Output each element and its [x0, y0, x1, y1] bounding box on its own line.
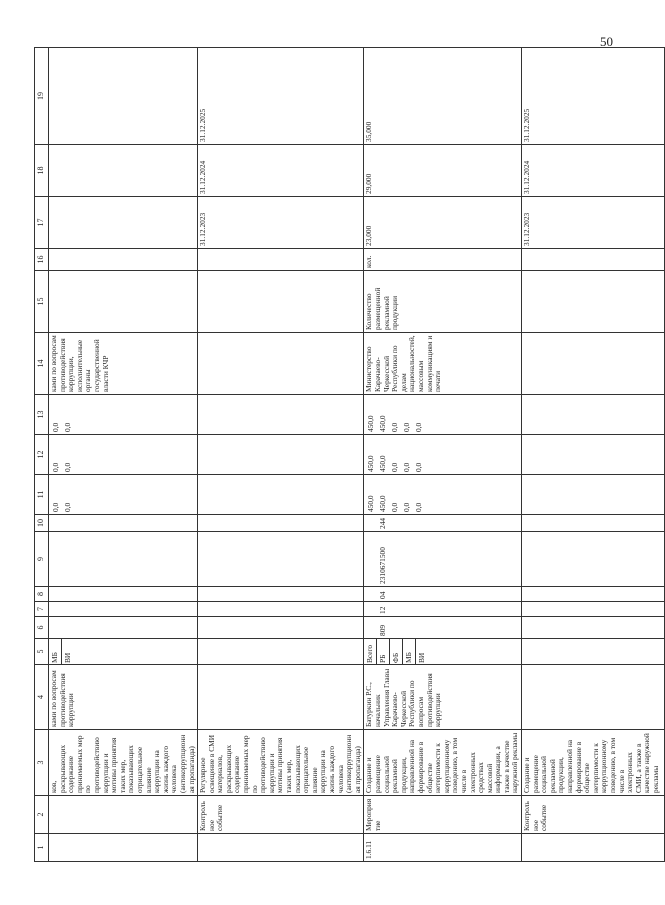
row3-col6: [364, 617, 522, 639]
row2-date-2025: 31.12.2025: [198, 48, 364, 145]
row3-value-2023: 23,000: [364, 197, 522, 249]
row2-col13: [198, 395, 364, 435]
amount-value: 0,0: [390, 462, 400, 472]
row4-col10: [522, 515, 665, 532]
table-row: [364, 48, 522, 862]
row4-number: [522, 834, 665, 862]
source-label: ФБ: [390, 639, 403, 664]
row4-col5: [522, 639, 665, 665]
row2-col9: [198, 532, 364, 587]
row4-col13: [522, 395, 665, 435]
col-header-10: 10: [35, 515, 49, 532]
source-label: ВИ: [417, 652, 427, 663]
row1-col16: [49, 249, 198, 271]
table-row: [522, 48, 665, 862]
col-header-7: 7: [35, 602, 49, 617]
row3-col11: [364, 475, 522, 515]
row4-col9: [522, 532, 665, 587]
amount-value: 450,0: [378, 415, 388, 432]
row2-col5: [198, 639, 364, 665]
table-row: [198, 48, 364, 862]
row2-type: Контрольное событие: [198, 796, 364, 834]
row4-date-2024: 31.12.2024: [522, 145, 665, 197]
row4-type: Контрольное событие: [522, 796, 665, 834]
amount-value: 0,0: [414, 422, 424, 432]
subsection-code: 04: [378, 591, 388, 599]
row4-col16: [522, 249, 665, 271]
row3-number: 1.6.11: [364, 834, 522, 862]
row2-date-2023: 31.12.2023: [198, 197, 364, 249]
amount-value: 450,0: [378, 495, 388, 512]
col-header-5: 5: [35, 639, 49, 665]
row3-unit: кол.: [364, 249, 522, 271]
col-header-2: 2: [35, 796, 49, 834]
row1-col7: [49, 602, 198, 617]
row3-type: Мероприятие: [364, 796, 522, 834]
row3-indicator: Количество размещенной рекламной продукции: [364, 271, 522, 333]
row4-date-2025: 31.12.2025: [522, 48, 665, 145]
row2-col15: [198, 271, 364, 333]
col-header-8: 8: [35, 587, 49, 602]
row1-executor: ками по вопросам противодействия коррупции, исполнительные органы государственной власти КЧР: [49, 333, 198, 395]
table-row: [49, 48, 198, 862]
col-header-15: 15: [35, 271, 49, 333]
source-label: Всего: [364, 639, 377, 664]
row3-value-2024: 29,000: [364, 145, 522, 197]
col-header-12: 12: [35, 435, 49, 475]
column-number-row: [35, 48, 49, 862]
row3-responsible: Батуркин Р.С., начальник Управления Главы Карачаево-Черкесской Республики по вопросам противодействия коррупции: [364, 665, 522, 730]
row1-number: [49, 834, 198, 862]
row4-col4: [522, 665, 665, 730]
amount-value: 450,0: [366, 455, 376, 472]
row2-col14: [198, 333, 364, 395]
amount-value: 450,0: [366, 495, 376, 512]
amount-value: 0,0: [51, 422, 60, 432]
row4-col12: [522, 435, 665, 475]
row2-date-2024: 31.12.2024: [198, 145, 364, 197]
row1-col6: [49, 617, 198, 639]
row4-col7: [522, 602, 665, 617]
row4-col8: [522, 587, 665, 602]
row4-col14: [522, 333, 665, 395]
row1-responsible: ками по вопросам противодействия коррупции: [49, 665, 198, 730]
row1-col19: [49, 48, 198, 145]
row4-description: Создание и размещение социальной рекламной продукции, направленной на формирование в обществе нетерпимости к коррупционному поведению, в том числе в электронных СМИ, а также в качестве наружной рекламы: [522, 730, 665, 796]
row2-col11: [198, 475, 364, 515]
row3-col12: [364, 435, 522, 475]
row1-col10: [49, 515, 198, 532]
row3-col9: [364, 532, 522, 587]
row2-col8: [198, 587, 364, 602]
row3-col10: [364, 515, 522, 532]
row3-col7: [364, 602, 522, 617]
col-header-16: 16: [35, 249, 49, 271]
col-header-14: 14: [35, 333, 49, 395]
row4-date-2023: 31.12.2023: [522, 197, 665, 249]
col-header-3: 3: [35, 730, 49, 796]
amount-value: 0,0: [414, 502, 424, 512]
amount-value: 0,0: [402, 462, 412, 472]
row3-sources: [364, 639, 522, 665]
expense-type-code: 244: [378, 517, 388, 529]
source-label: МБ: [49, 639, 62, 664]
row2-col16: [198, 249, 364, 271]
row1-col11: [49, 475, 198, 515]
row1-description: ков, раскрывающих содержание принимаемых мер по противодействию коррупции и мотивы принятия таких мер, показывающих отрицательное влияние коррупции на жизнь каждого человека (антикоррупционная пропаганда): [49, 730, 198, 796]
program-measures-table: [34, 47, 665, 862]
row2-col12: [198, 435, 364, 475]
amount-value: 0,0: [51, 502, 60, 512]
source-label: ВИ: [63, 652, 72, 663]
row3-executor: Министерство Карачаево-Черкесской Республики по делам национальностей, массовым коммуникациям и печати: [364, 333, 522, 395]
row3-col13: [364, 395, 522, 435]
amount-value: 0,0: [63, 462, 72, 472]
grbs-code: 809: [378, 624, 388, 636]
amount-value: 0,0: [402, 422, 412, 432]
amount-value: 0,0: [390, 422, 400, 432]
row2-col10: [198, 515, 364, 532]
target-article-code: 2310671500: [378, 547, 388, 584]
amount-value: 0,0: [402, 502, 412, 512]
row2-col4: [198, 665, 364, 730]
row1-col18: [49, 145, 198, 197]
row1-col8: [49, 587, 198, 602]
row2-description: Регулярное освещение в СМИ материалов, раскрывающих содержание принимаемых мер по противодействию коррупции и мотивы принятия таких мер, показывающих отрицательное влияние коррупции на жизнь каждого человека (антикоррупционная пропаганда): [198, 730, 364, 796]
row1-col15: [49, 271, 198, 333]
col-header-9: 9: [35, 532, 49, 587]
col-header-13: 13: [35, 395, 49, 435]
row2-col6: [198, 617, 364, 639]
col-header-17: 17: [35, 197, 49, 249]
amount-value: 0,0: [63, 502, 72, 512]
page-number: 50: [600, 34, 613, 49]
col-header-19: 19: [35, 48, 49, 145]
amount-value: 0,0: [51, 462, 60, 472]
row4-col15: [522, 271, 665, 333]
amount-value: 450,0: [366, 415, 376, 432]
rotated-document-table: [34, 48, 660, 862]
source-label: РБ: [377, 639, 390, 664]
row3-col8: [364, 587, 522, 602]
section-code: 12: [378, 606, 388, 614]
amount-value: 450,0: [378, 455, 388, 472]
col-header-6: 6: [35, 617, 49, 639]
amount-value: 0,0: [414, 462, 424, 472]
row1-col12: [49, 435, 198, 475]
row3-description: Создание и размещение социальной рекламной продукции, направленной на формирование в обществе нетерпимости к коррупционному поведению, в том числе в электронных средствах массовой информации, а также в качестве наружной рекламы: [364, 730, 522, 796]
source-label: МБ: [403, 639, 416, 664]
row1-sources: [49, 639, 198, 665]
amount-value: 0,0: [390, 502, 400, 512]
col-header-4: 4: [35, 665, 49, 730]
row2-col7: [198, 602, 364, 617]
col-header-11: 11: [35, 475, 49, 515]
amount-value: 0,0: [63, 422, 72, 432]
row4-col6: [522, 617, 665, 639]
row1-type: [49, 796, 198, 834]
row2-number: [198, 834, 364, 862]
row1-col9: [49, 532, 198, 587]
col-header-1: 1: [35, 834, 49, 862]
row3-value-2025: 35,000: [364, 48, 522, 145]
row4-col11: [522, 475, 665, 515]
row1-col13: [49, 395, 198, 435]
col-header-18: 18: [35, 145, 49, 197]
row1-col17: [49, 197, 198, 249]
